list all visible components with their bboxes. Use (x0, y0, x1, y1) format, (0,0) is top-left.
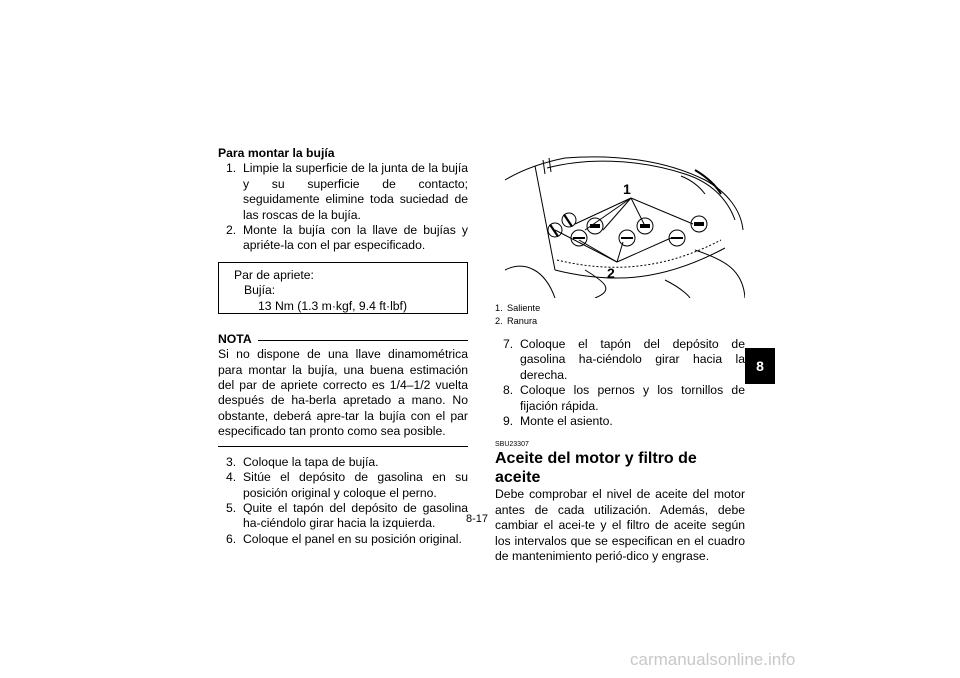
chapter-tab: 8 (745, 348, 775, 384)
install-steps (218, 161, 468, 253)
section-heading: Para montar la bujía (218, 146, 335, 160)
note-label: NOTA (218, 331, 252, 346)
spec-label: Par de apriete: (234, 267, 314, 282)
seat-installation-figure (495, 150, 745, 298)
list-item: 4. Sitúe el depósito de gasolina en su posición original y coloque el perno. (226, 470, 468, 500)
list-item: 5. Quite el tapón del depósito de gasolina ha-ciéndolo girar hacia la izquierda. (226, 500, 468, 531)
section-body: Debe comprobar el nivel de aceite del motor antes de cada utilización. Además, debe cambiar el acei-te y el filtro de aceite según los intervalos que se especifican en el cuadro de mantenimiento perió-dico y engrase. (495, 487, 745, 564)
list-item: 6. Coloque el panel en su posición original. (226, 531, 462, 546)
left-column (218, 146, 468, 547)
note-text: Si no dispone de una llave dinamométrica para montar la bujía, una buena estimación del par de apriete correcto es 1/4–1/2 vuelta después de ha-berla apretado a mano. No obstante, deberá apre-tar la bujía con el par especificado tan pronto como sea posible. (218, 347, 468, 439)
install-steps-continued (218, 455, 468, 547)
note-end-rule (218, 446, 468, 447)
caption-item: 1. Saliente (495, 303, 541, 313)
spec-value: 13 Nm (1.3 m·kgf, 9.4 ft·lbf) (258, 298, 407, 313)
list-item: 9. Monte el asiento. (503, 414, 613, 429)
section-title: Aceite del motor y filtro de aceite (495, 450, 697, 487)
callout-2: 2 (607, 265, 615, 281)
spec-item: Bujía: (244, 283, 276, 298)
install-steps-right (495, 337, 745, 429)
torque-spec-box (218, 262, 468, 314)
note-header (218, 332, 468, 347)
right-column (495, 150, 745, 564)
seat-drawing (495, 150, 745, 298)
figure-captions (495, 302, 745, 327)
note-rule (258, 340, 468, 341)
list-item: 7. Coloque el tapón del depósito de gasolina ha-ciéndolo girar hacia la derecha. (503, 337, 745, 382)
list-item: 1. Limpie la superficie de la junta de la bujía y su superficie de contacto; seguidamente elimine toda suciedad de las roscas de la bujía. (226, 161, 468, 222)
list-item: 3. Coloque la tapa de bujía. (226, 454, 379, 469)
caption-item: 2. Ranura (495, 315, 538, 326)
list-item: 8. Coloque los pernos y los tornillos de fijación rápida. (503, 383, 745, 413)
callout-1: 1 (623, 181, 631, 197)
watermark: carmanualsonline.info (630, 650, 796, 669)
section-code: SBU23307 (495, 441, 529, 449)
list-item: 2. Monte la bujía con la llave de bujías y apriéte-la con el par especificado. (226, 223, 468, 253)
page-number: 8-17 (466, 513, 489, 525)
